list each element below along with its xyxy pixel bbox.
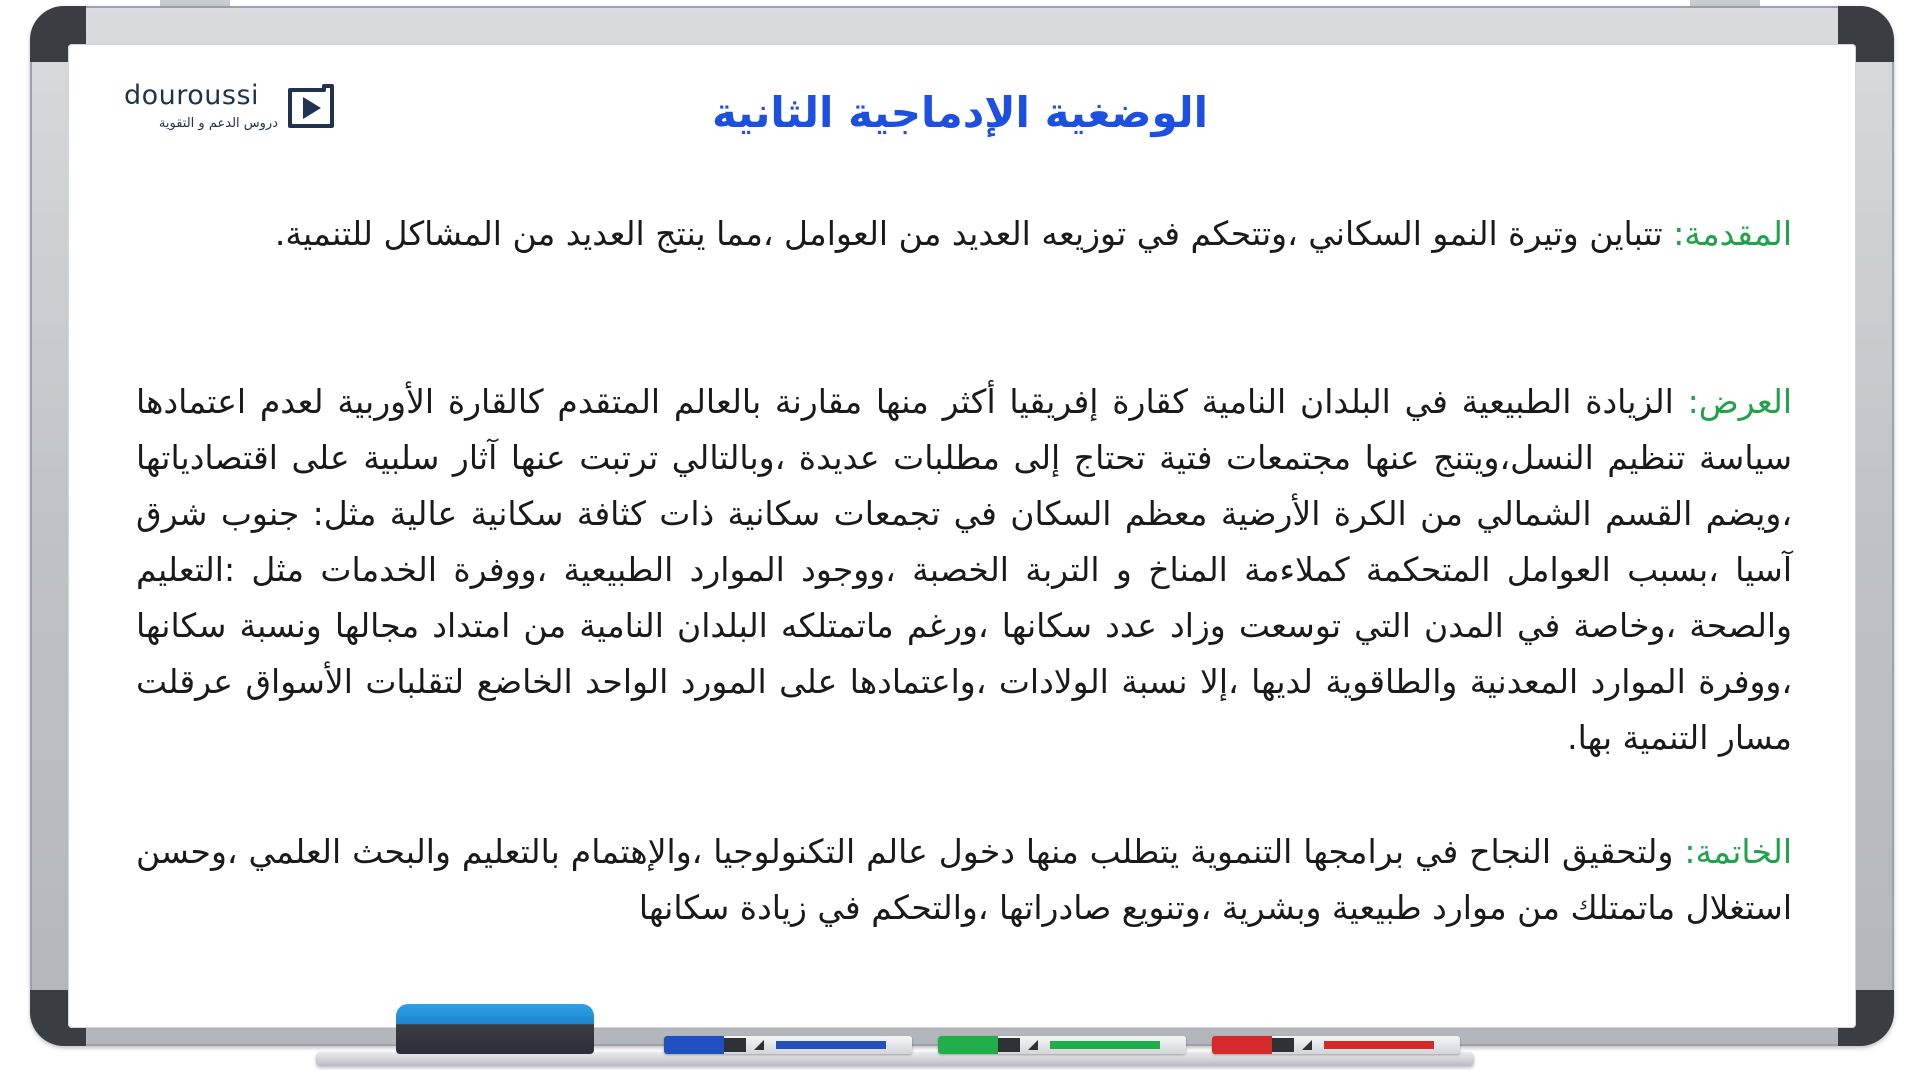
douroussi-logo [124,80,344,140]
red-marker-notch [1302,1040,1312,1050]
blue-marker-stripe [776,1041,886,1049]
play-icon [284,82,336,134]
body-paragraph [136,374,1792,766]
page-title: الوضغية الإدماجية الثانية [711,88,1208,137]
green-marker-notch [1028,1040,1038,1050]
conclusion-paragraph [136,824,1792,936]
body-label: العرض: [1687,382,1792,421]
logo-wordmark: douroussi [124,80,260,111]
green-marker[interactable] [938,1036,1186,1054]
body-text: الزيادة الطبيعية في البلدان النامية كقارة إفريقيا أكثر منها مقارنة بالعالم المتقدم كالقارة الأوربية لعدم اعتمادها سياسة تنظيم النسل،ويتنج عنها مجتمعات فتية تحتاج إلى مطلبات عديدة ،وبالتالي ترتبت عنها آثار سلبية على اقتصادياتها ،ويضم القسم الشمالي من الكرة الأرضية معظم السكان في تجمعات سكانية ذات كثافة سكانية عالية مثل: جنوب شرق آسيا ،بسبب العوامل المتحكمة كملاءمة المناخ و التربة الخصبة ،ووجود الموارد الطبيعية ،ووفرة الخدمات مثل :التعليم والصحة ،وخاصة في المدن التي توسعت وزاد عدد سكانها ،ورغم ماتمتلكه البلدان النامية من امتداد مجالها ونسبة سكانها ،ووفرة الموارد المعدنية والطاقوية لديها ،إلا نسبة الولادات ،واعتمادها على المورد الواحد الخاضع لتقلبات الأسواق عرقلت مسار التنمية بها. [136,382,1792,757]
logo-tagline: دروس الدعم و التقوية [158,116,278,131]
green-marker-cap [938,1036,998,1054]
intro-text: تتباين وتيرة النمو السكاني ،وتتحكم في توزيعه العديد من العوامل ،مما ينتج العديد من المشاكل للتنمية. [274,214,1674,253]
red-marker-tip [1272,1038,1294,1052]
intro-label: المقدمة: [1673,214,1792,253]
red-marker-cap [1212,1036,1272,1054]
whiteboard-eraser[interactable] [396,1004,594,1054]
red-marker-stripe [1324,1041,1434,1049]
blue-marker-notch [754,1040,764,1050]
conclusion-text: ولتحقيق النجاح في برامجها التنموية يتطلب منها دخول عالم التكنولوجيا ،والإهتمام بالتعليم والبحث العلمي ،وحسن استغلال ماتمتلك من موارد طبيعية وبشرية ،وتنويع صادراتها ،والتحكم في زيادة سكانها [136,832,1792,927]
blue-marker-tip [724,1038,746,1052]
green-marker-tip [998,1038,1020,1052]
marker-tray [316,1052,1474,1066]
green-marker-stripe [1050,1041,1160,1049]
blue-marker-cap [664,1036,724,1054]
red-marker[interactable] [1212,1036,1460,1054]
blue-marker[interactable] [664,1036,912,1054]
conclusion-label: الخاتمة: [1684,832,1792,871]
intro-paragraph [136,206,1792,262]
